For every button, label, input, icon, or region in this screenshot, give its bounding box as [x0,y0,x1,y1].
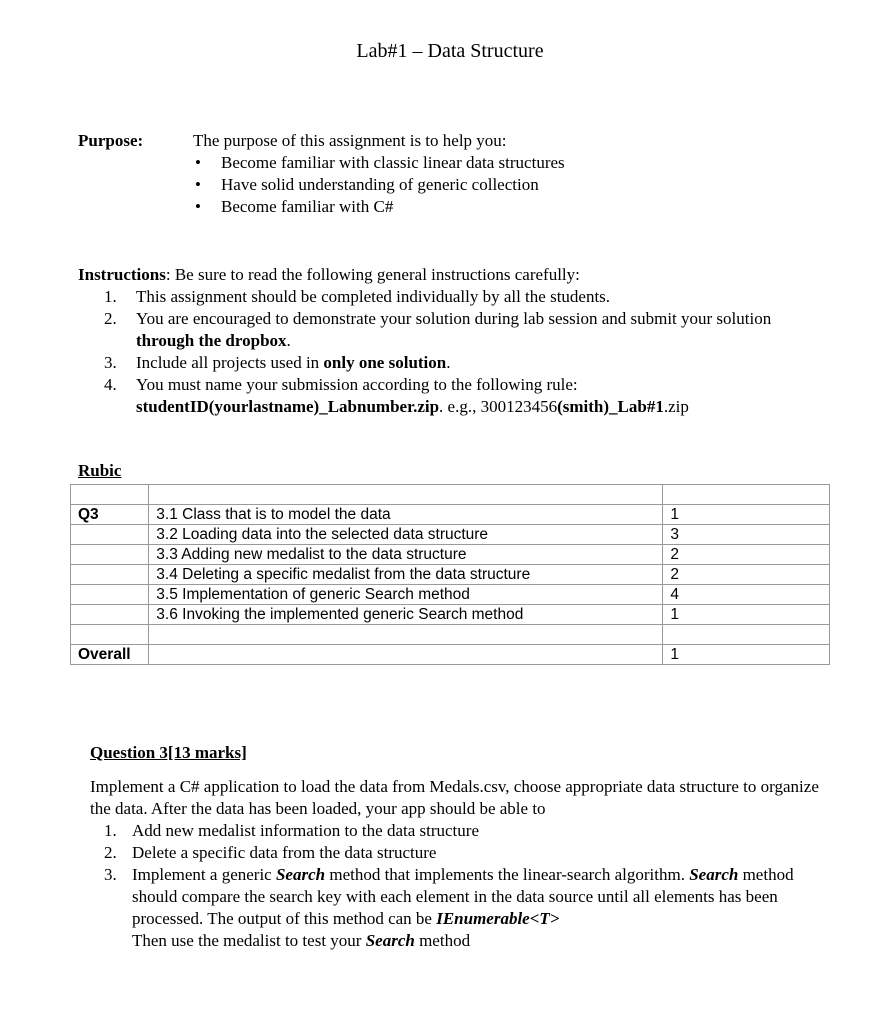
item-number: 3. [104,353,117,372]
item-text: method that implements the linear-search algorithm. [325,865,690,884]
bullet-icon: • [195,175,201,194]
table-cell [149,505,663,525]
table-cell [71,545,149,565]
item-text: You must name your submission according to the following rule: [136,375,578,394]
bullet-icon: • [195,153,201,172]
bullet-icon: • [195,197,201,216]
item-number: 2. [104,309,117,328]
example-bold-text: (smith)_Lab#1 [557,397,664,416]
item-text: . [286,331,291,350]
table-cell [71,645,149,665]
rubric-table [70,484,830,665]
keyword-search: Search [365,931,415,950]
question-title: Question 3[13 marks] [90,743,247,762]
item-text: method [414,931,471,950]
rubric-item: 3.4 Deleting a specific medalist from the data structure [156,566,531,583]
keyword-search: Search [689,865,739,884]
question-intro: Implement a C# application to load the data from Medals.csv, choose appropriate data structure to organize the data. After the data has been loaded, your app should be able to [90,777,819,818]
table-row [71,605,830,625]
purpose-item-text: Become familiar with classic linear data structures [221,153,565,172]
rubric-mark: 3 [670,526,679,543]
list-item [104,374,818,418]
item-number: 1. [104,287,117,306]
purpose-list [193,152,565,218]
item-text: Add new medalist information to the data structure [132,821,479,840]
table-cell [149,645,663,665]
rubric-item: 3.6 Invoking the implemented generic Search method [156,606,524,623]
item-bold-text: through the dropbox [136,331,287,350]
item-text: Then use the medalist to test your [132,931,366,950]
table-row [71,505,830,525]
page-title: Lab#1 – Data Structure [356,40,544,62]
rubic-heading: Rubic [78,461,122,480]
item-number: 3. [104,865,117,884]
question-section [90,742,830,952]
instructions-list [78,286,818,418]
table-cell [149,525,663,545]
list-item [193,196,565,218]
rubric-mark: 2 [670,566,679,583]
table-cell [663,585,830,605]
item-number: 2. [104,843,117,862]
item-text: Delete a specific data from the data structure [132,843,437,862]
list-item [193,174,565,196]
item-text: . e.g., 300123456 [439,397,558,416]
q3-label: Q3 [78,506,99,523]
table-cell [71,565,149,585]
keyword-ienumerable: IEnumerable<T> [436,909,560,928]
list-item [104,820,830,842]
rubric-item: 3.2 Loading data into the selected data structure [156,526,489,543]
table-row [71,485,830,505]
table-row [71,545,830,565]
table-cell [663,525,830,545]
item-bold-text: only one solution [323,353,447,372]
instructions-intro: : Be sure to read the following general instructions carefully: [165,265,580,284]
table-row [71,525,830,545]
list-item [193,152,565,174]
table-cell [149,585,663,605]
list-item [104,842,830,864]
table-row [71,625,830,645]
list-item [104,308,818,352]
item-text: This assignment should be completed individually by all the students. [136,287,611,306]
table-row [71,565,830,585]
filename-rule: studentID(yourlastname)_Labnumber.zip [136,397,440,416]
rubric-item: 3.3 Adding new medalist to the data structure [156,546,467,563]
table-cell [71,485,149,505]
table-cell [149,605,663,625]
rubric-mark: 2 [670,546,679,563]
list-item [104,352,818,374]
overall-label: Overall [78,646,131,663]
table-cell [663,565,830,585]
table-cell [663,605,830,625]
item-text: method should compare the search key with each element in the data source until all elements has been processed. The output of this method can be [132,865,794,928]
question-list [90,820,830,952]
purpose-intro: The purpose of this assignment is to help you: [193,131,507,150]
table-cell [71,625,149,645]
rubric-mark: 1 [670,506,679,523]
table-cell [71,605,149,625]
table-cell [663,485,830,505]
list-item [104,286,818,308]
table-cell [149,545,663,565]
table-cell [663,505,830,525]
rubric-mark: 4 [670,586,679,603]
table-row [71,645,830,665]
purpose-label: Purpose: [78,131,144,150]
list-item [104,864,830,952]
item-number: 4. [104,375,117,394]
table-cell [149,625,663,645]
table-cell [71,525,149,545]
item-text: You are encouraged to demonstrate your solution during lab session and submit your solution [136,309,772,328]
item-text: . [446,353,451,372]
instructions-section [78,264,818,418]
rubric-item: 3.5 Implementation of generic Search method [156,586,470,603]
table-cell [71,585,149,605]
item-number: 1. [104,821,117,840]
purpose-section [193,130,565,218]
item-text: .zip [663,397,689,416]
table-cell [663,625,830,645]
keyword-search: Search [275,865,326,884]
instructions-label: Instructions [78,265,166,284]
table-row [71,585,830,605]
item-text: Implement a generic [132,865,276,884]
item-text: Include all projects used in [136,353,324,372]
rubric-item: 3.1 Class that is to model the data [156,506,391,523]
purpose-item-text: Become familiar with C# [221,197,394,216]
table-cell [71,505,149,525]
purpose-item-text: Have solid understanding of generic collection [221,175,539,194]
rubric-mark: 1 [670,606,679,623]
table-cell [149,565,663,585]
instructions-heading [78,264,818,286]
overall-mark: 1 [670,646,679,663]
table-cell [149,485,663,505]
table-cell [663,545,830,565]
table-cell [663,645,830,665]
